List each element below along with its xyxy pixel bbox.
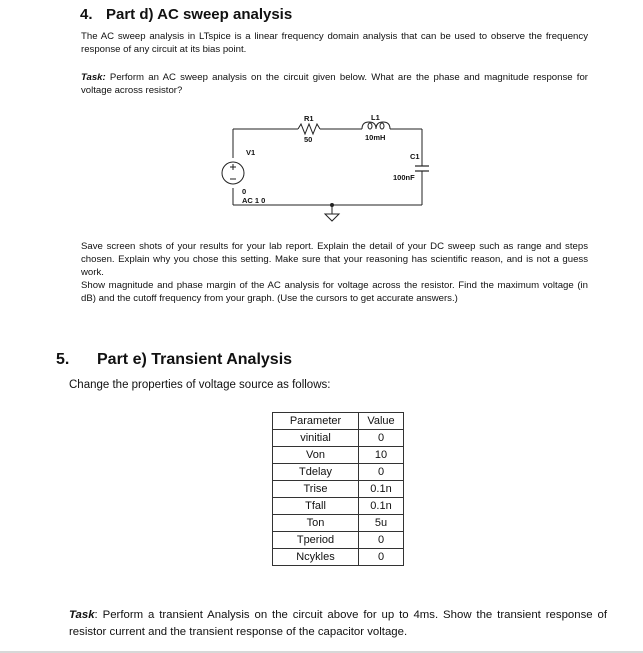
section-5-number: 5. (56, 351, 70, 368)
source-ac-value: AC 1 0 (242, 196, 266, 205)
source-dc-value: 0 (242, 187, 247, 196)
section-5-intro: Change the properties of voltage source as follows: (69, 379, 331, 391)
resistor-name: R1 (304, 114, 314, 123)
capacitor-icon (415, 166, 429, 171)
task-text: : Perform a transient Analysis on the circuit above for up to 4ms. Show the transient response of resistor current and the transient response of the capacitor voltage. (69, 609, 607, 638)
table-header: Value (359, 413, 404, 430)
task-label: Task (69, 609, 95, 621)
table-cell: 5u (359, 515, 404, 532)
section-4-intro: The AC sweep analysis in LTspice is a linear frequency domain analysis that can be used to observe the frequency response of any circuit at its bias point. (81, 31, 588, 55)
table-cell: 0.1n (359, 481, 404, 498)
table-cell: Trise (273, 481, 359, 498)
table-cell: 0.1n (359, 498, 404, 515)
table-cell: Ncykles (273, 549, 359, 566)
table-row (273, 532, 404, 549)
table-cell: 0 (359, 532, 404, 549)
capacitor-value: 100nF (393, 173, 415, 182)
capacitor-name: C1 (410, 152, 420, 161)
task-label: Task: (81, 72, 106, 83)
table-header: Parameter (273, 413, 359, 430)
table-row (273, 481, 404, 498)
table-cell: Von (273, 447, 359, 464)
table-row (273, 447, 404, 464)
inductor-name: L1 (371, 113, 380, 122)
section-4-task (81, 71, 588, 97)
rlc-circuit-schematic (220, 110, 440, 230)
instructions-paragraph-2: Show magnitude and phase margin of the AC analysis for voltage across the resistor. Find the maximum voltage (in dB) and the cutoff frequency from your graph. (Use the cursors to get accurate answers.) (81, 280, 588, 304)
task-text: Perform an AC sweep analysis on the circuit given below. What are the phase and magnitude response for voltage across resistor? (81, 72, 588, 96)
resistor-value: 50 (304, 135, 313, 144)
instructions-paragraph-1: Save screen shots of your results for your lab report. Explain the detail of your DC sweep such as range and steps chosen. Explain why you chose this setting. Make sure that your reasoning has scientific reason, and is not a guess work. (81, 241, 588, 278)
table-row (273, 515, 404, 532)
table-row (273, 498, 404, 515)
section-4-title: Part d) AC sweep analysis (106, 6, 293, 23)
section-4-instructions (81, 240, 588, 305)
table-cell: vinitial (273, 430, 359, 447)
table-cell: 10 (359, 447, 404, 464)
table-row (273, 430, 404, 447)
ground-icon (325, 204, 339, 222)
section-5-title: Part e) Transient Analysis (97, 351, 293, 368)
table-cell: Tdelay (273, 464, 359, 481)
table-cell: Tperiod (273, 532, 359, 549)
voltage-source-parameter-table (272, 412, 404, 566)
table-header-row (273, 413, 404, 430)
inductor-value: 10mH (365, 133, 386, 142)
table-cell: 0 (359, 549, 404, 566)
table-cell: 0 (359, 464, 404, 481)
table-cell: Tfall (273, 498, 359, 515)
inductor-icon (362, 122, 392, 129)
section-4-number: 4. (80, 6, 93, 23)
table-cell: Ton (273, 515, 359, 532)
table-row (273, 464, 404, 481)
voltage-source-icon (222, 162, 244, 184)
table-cell: 0 (359, 430, 404, 447)
section-5-task (69, 607, 607, 641)
table-row (273, 549, 404, 566)
resistor-icon (298, 124, 320, 134)
source-name: V1 (246, 148, 256, 157)
